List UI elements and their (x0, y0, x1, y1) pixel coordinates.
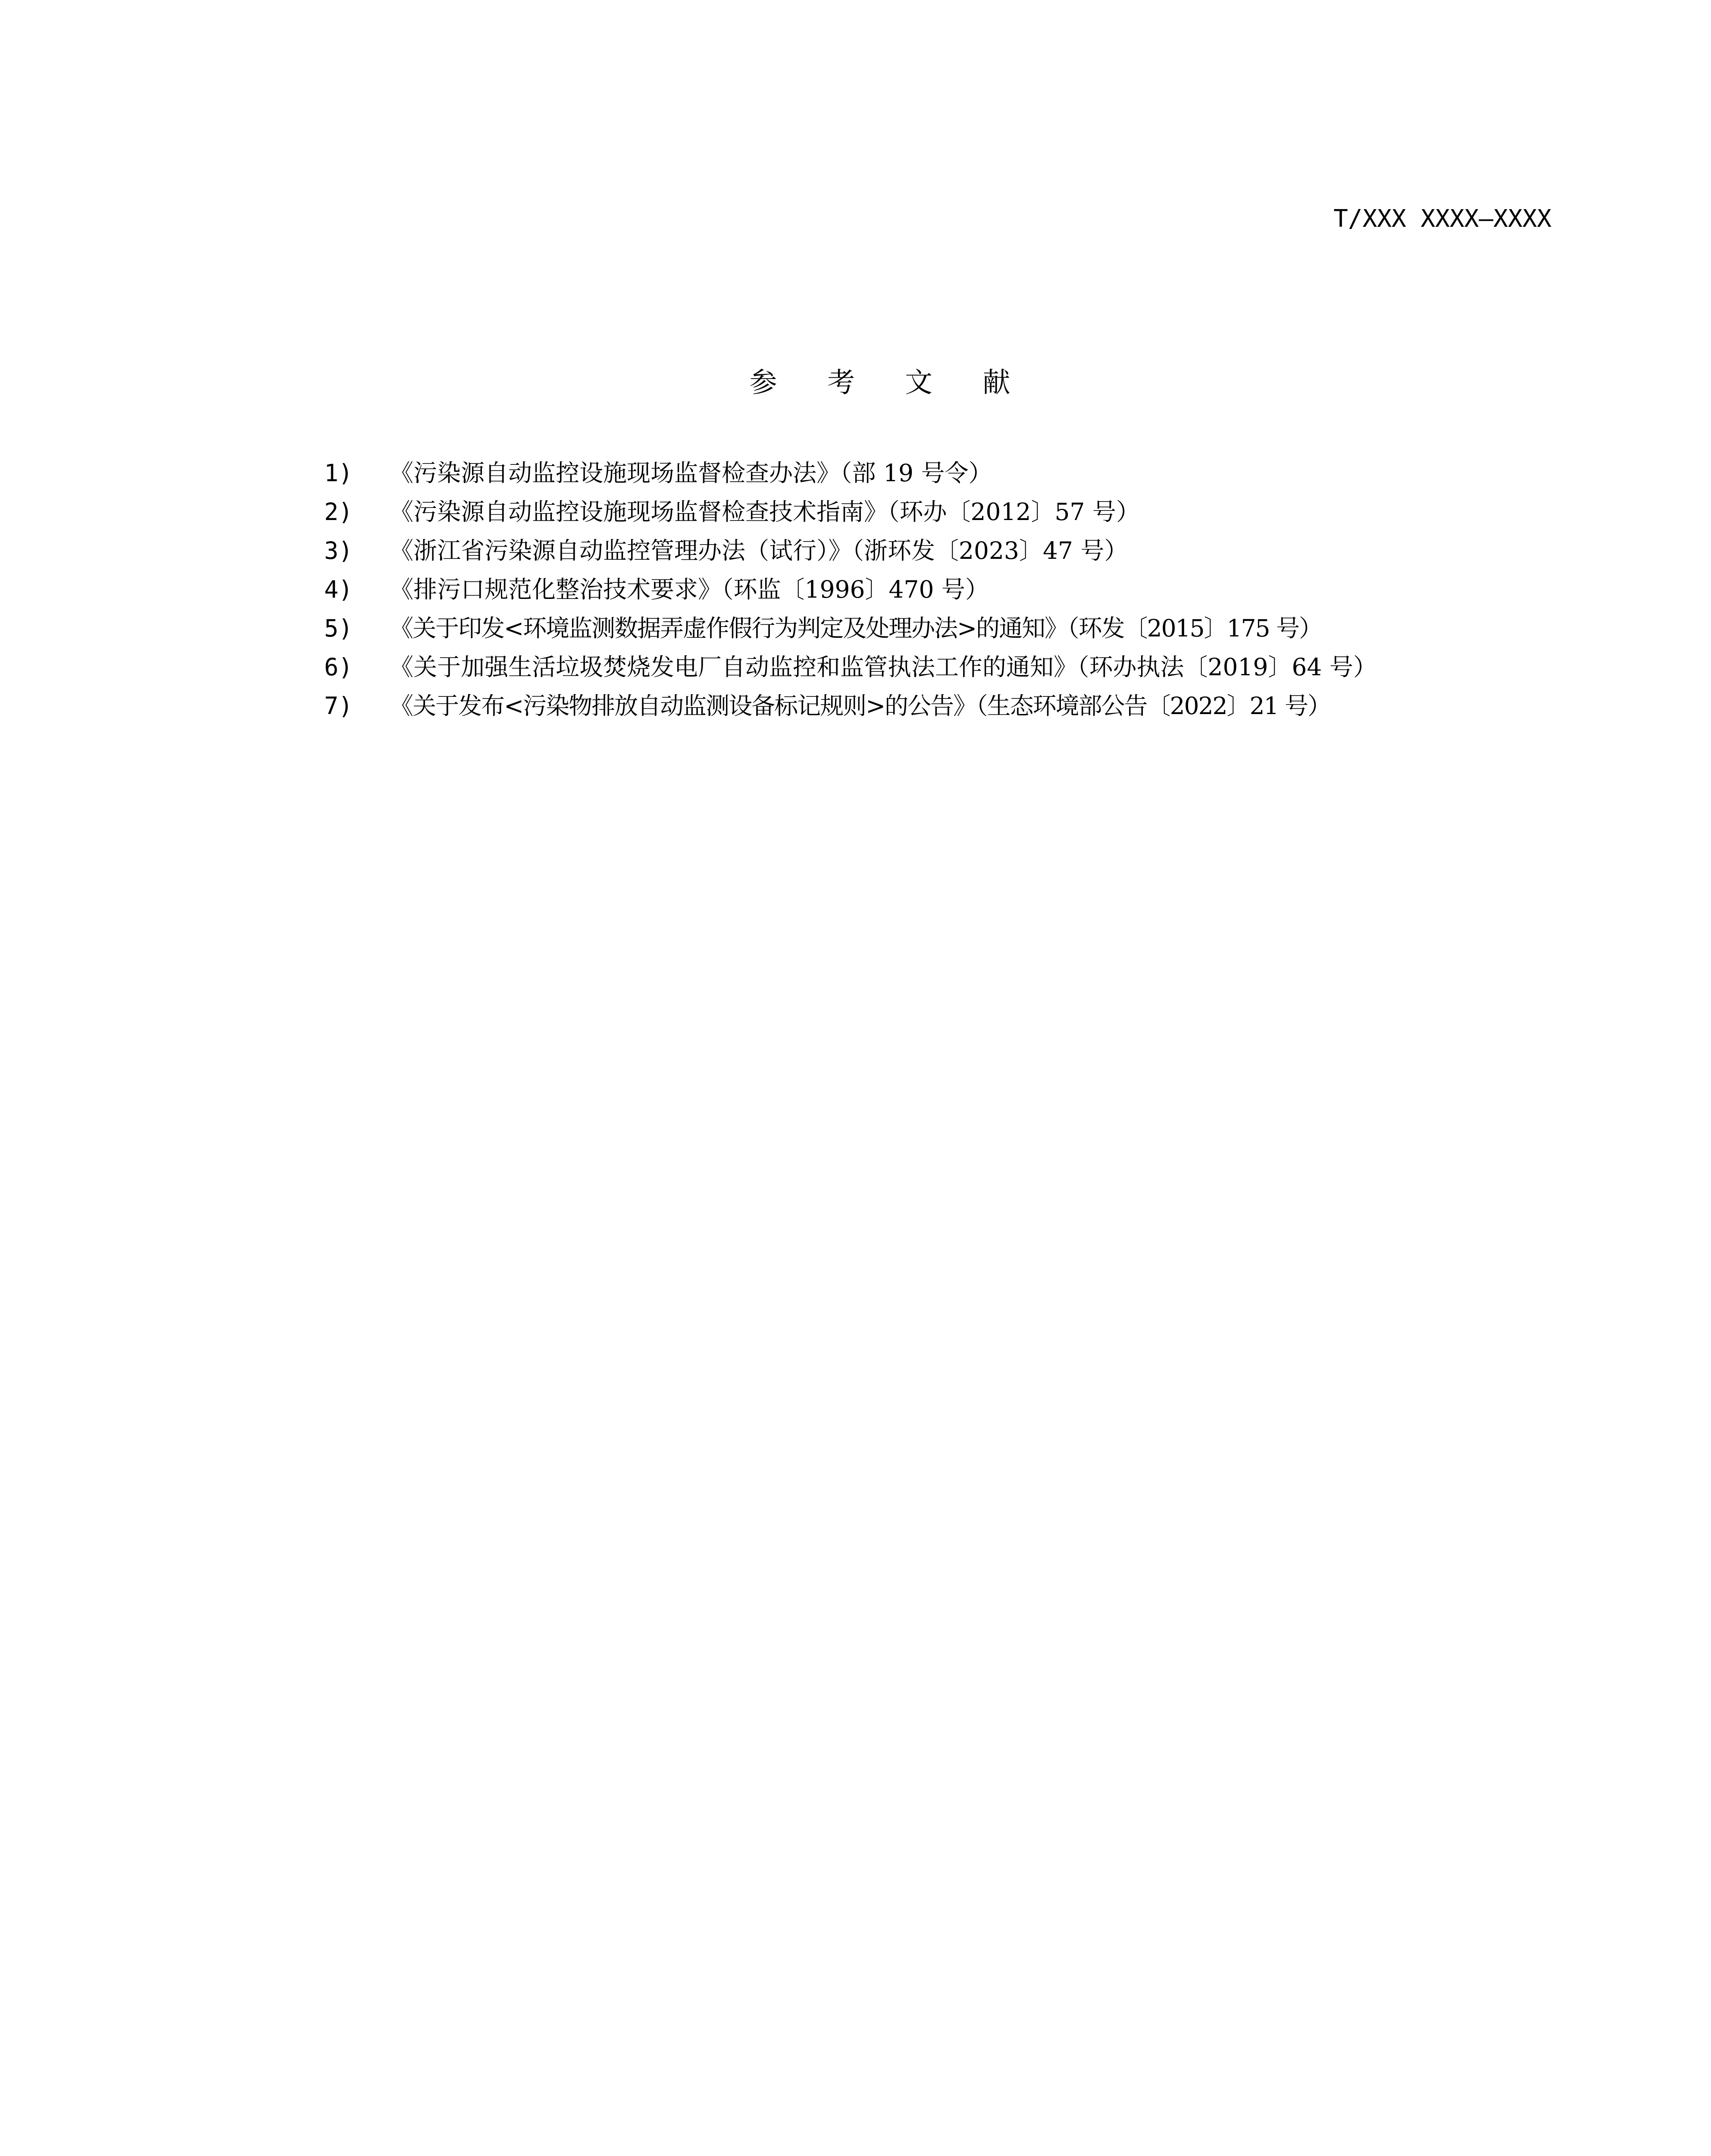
reference-text: 《关于加强生活垃圾焚烧发电厂自动监控和监管执法工作的通知》（环办执法〔2019〕64 号） (390, 653, 1377, 681)
reference-item (324, 686, 1566, 725)
reference-number: 5) (324, 614, 353, 642)
reference-number: 4) (324, 576, 353, 603)
reference-number: 2) (324, 498, 353, 526)
reference-text: 《关于印发<环境监测数据弄虚作假行为判定及处理办法>的通知》（环发〔2015〕175 号） (390, 614, 1322, 642)
reference-item (324, 570, 1566, 609)
document-code: T/XXX XXXX—XXXX (1333, 205, 1551, 233)
reference-text: 《污染源自动监控设施现场监督检查办法》（部 19 号令） (390, 459, 992, 487)
reference-text: 《污染源自动监控设施现场监督检查技术指南》（环办〔2012〕57 号） (390, 498, 1140, 526)
reference-text: 《排污口规范化整治技术要求》（环监〔1996〕470 号） (390, 576, 989, 603)
reference-item (324, 531, 1566, 570)
reference-number: 3) (324, 537, 353, 564)
reference-text: 《浙江省污染源自动监控管理办法（试行）》（浙环发〔2023〕47 号） (390, 537, 1128, 564)
reference-text: 《关于发布<污染物排放自动监测设备标记规则>的公告》（生态环境部公告〔2022〕21 号） (390, 692, 1331, 720)
reference-item (324, 454, 1566, 492)
reference-item (324, 609, 1566, 648)
reference-item (324, 492, 1566, 531)
section-title: 参 考 文 献 (749, 367, 1031, 399)
reference-number: 6) (324, 653, 353, 681)
reference-number: 1) (324, 459, 353, 487)
reference-list (324, 454, 1566, 725)
reference-number: 7) (324, 692, 353, 720)
reference-item (324, 648, 1566, 686)
